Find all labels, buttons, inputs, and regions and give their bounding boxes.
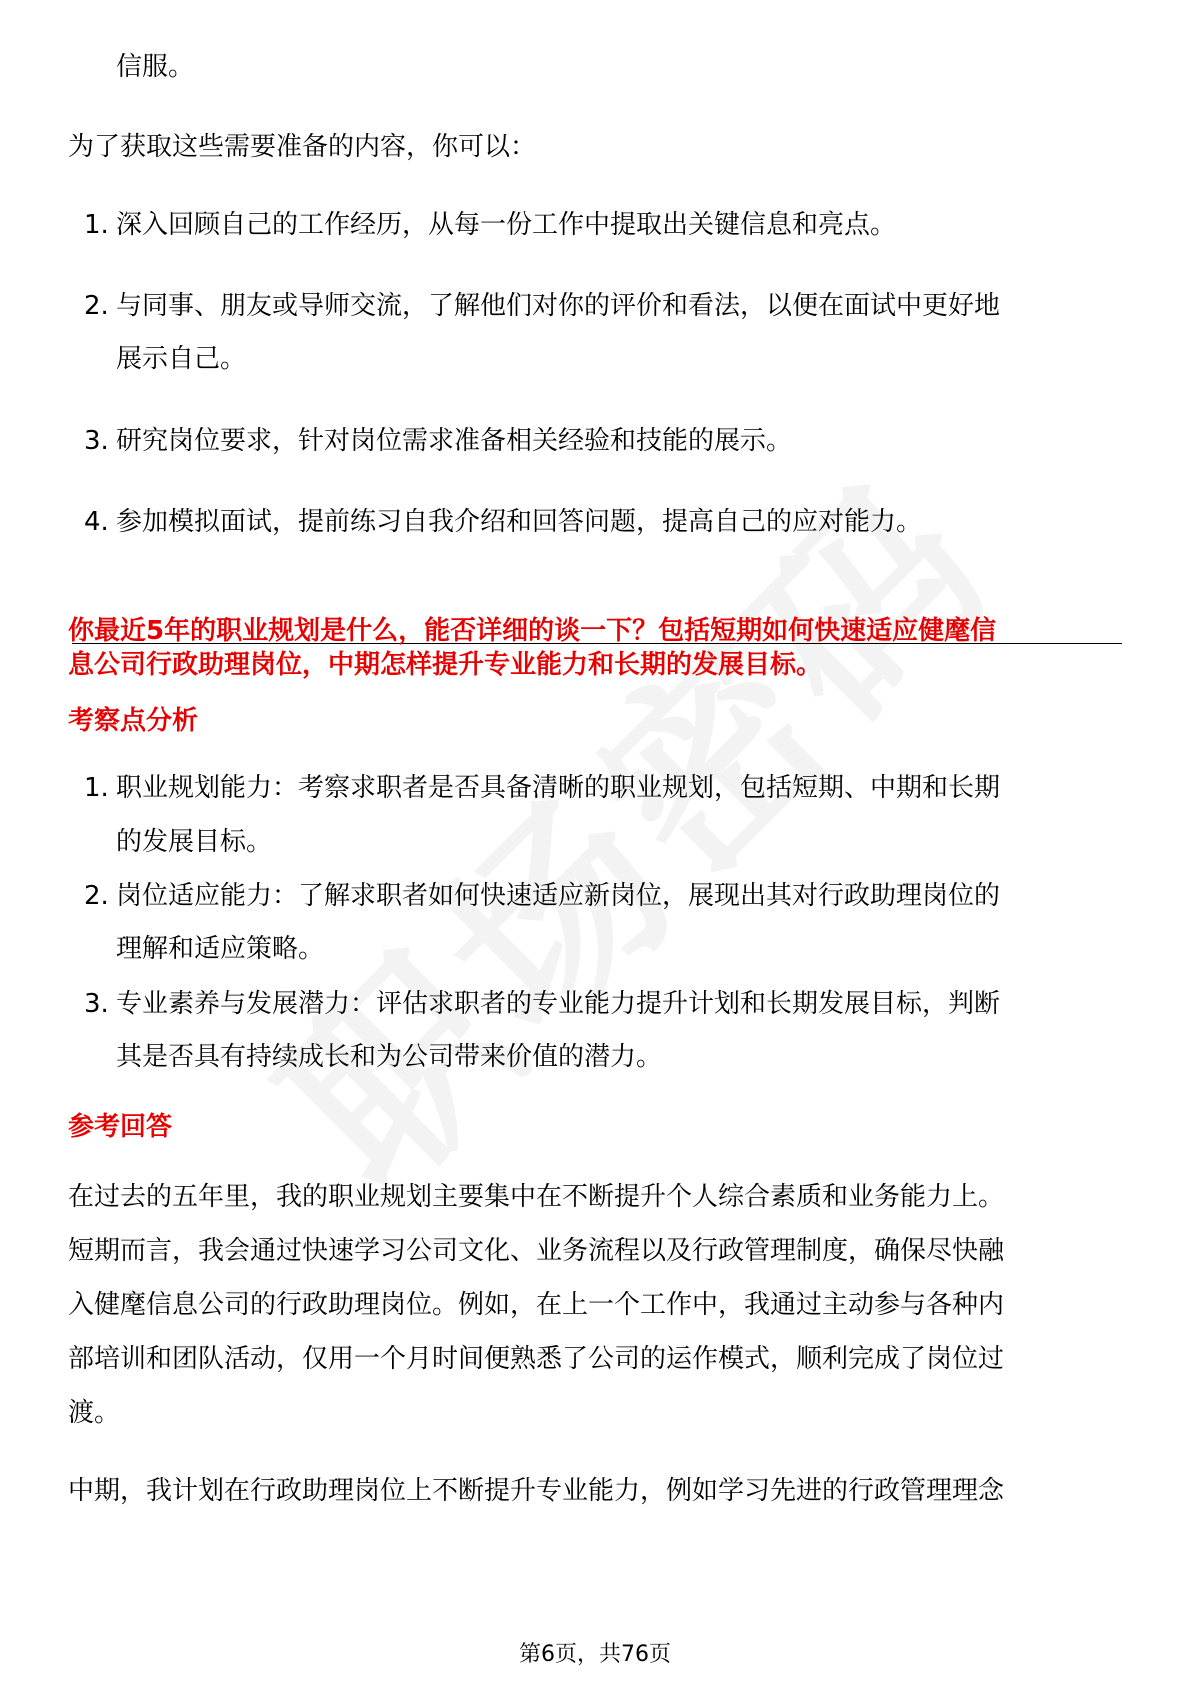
paragraph-line: 中期，我计划在行政助理岗位上不断提升专业能力，例如学习先进的行政管理理念	[68, 1476, 1005, 1506]
list-number: 1.	[84, 210, 109, 240]
paragraph-line: 渡。	[68, 1398, 121, 1428]
paragraph-line: 短期而言，我会通过快速学习公司文化、业务流程以及行政管理制度，确保尽快融	[68, 1236, 1005, 1266]
question-line: 息公司行政助理岗位，中期怎样提升专业能力和长期的发展目标。	[68, 650, 823, 680]
analysis-heading: 考察点分析	[68, 706, 199, 736]
paragraph-line: 在过去的五年里，我的职业规划主要集中在不断提升个人综合素质和业务能力上。	[68, 1182, 1005, 1212]
list-text: 其是否具有持续成长和为公司带来价值的潜力。	[116, 1042, 663, 1072]
intro-lead: 为了获取这些需要准备的内容，你可以：	[68, 132, 537, 162]
list-text: 的发展目标。	[116, 827, 273, 857]
list-text: 深入回顾自己的工作经历，从每一份工作中提取出关键信息和亮点。	[116, 210, 897, 240]
paragraph-line: 入健麾信息公司的行政助理岗位。例如，在上一个工作中，我通过主动参与各种内	[68, 1290, 1005, 1320]
page-footer: 第6页，共76页	[519, 1642, 671, 1667]
list-text: 参加模拟面试，提前练习自我介绍和回答问题，提高自己的应对能力。	[116, 507, 923, 537]
watermark	[209, 420, 1031, 1242]
list-number: 3.	[84, 426, 109, 456]
list-text: 理解和适应策略。	[116, 934, 325, 964]
list-text: 研究岗位要求，针对岗位需求准备相关经验和技能的展示。	[116, 426, 793, 456]
paragraph-line: 部培训和团队活动，仅用一个月时间便熟悉了公司的运作模式，顺利完成了岗位过	[68, 1344, 1005, 1374]
list-number: 4.	[84, 507, 109, 537]
list-number: 2.	[84, 881, 109, 911]
list-text: 岗位适应能力：了解求职者如何快速适应新岗位，展现出其对行政助理岗位的	[116, 881, 1001, 911]
list-number: 2.	[84, 291, 109, 321]
list-text: 职业规划能力：考察求职者是否具备清晰的职业规划，包括短期、中期和长期	[116, 773, 1001, 803]
list-text: 展示自己。	[116, 344, 247, 374]
list-text: 与同事、朋友或导师交流，了解他们对你的评价和看法，以便在面试中更好地	[116, 291, 1001, 321]
question-line: 你最近5年的职业规划是什么，能否详细的谈一下？包括短期如何快速适应健麾信	[68, 616, 997, 646]
answer-heading: 参考回答	[68, 1112, 173, 1142]
intro-tail: 信服。	[116, 52, 195, 82]
list-text: 专业素养与发展潜力：评估求职者的专业能力提升计划和长期发展目标，判断	[116, 989, 1001, 1019]
list-number: 1.	[84, 773, 109, 803]
list-number: 3.	[84, 989, 109, 1019]
